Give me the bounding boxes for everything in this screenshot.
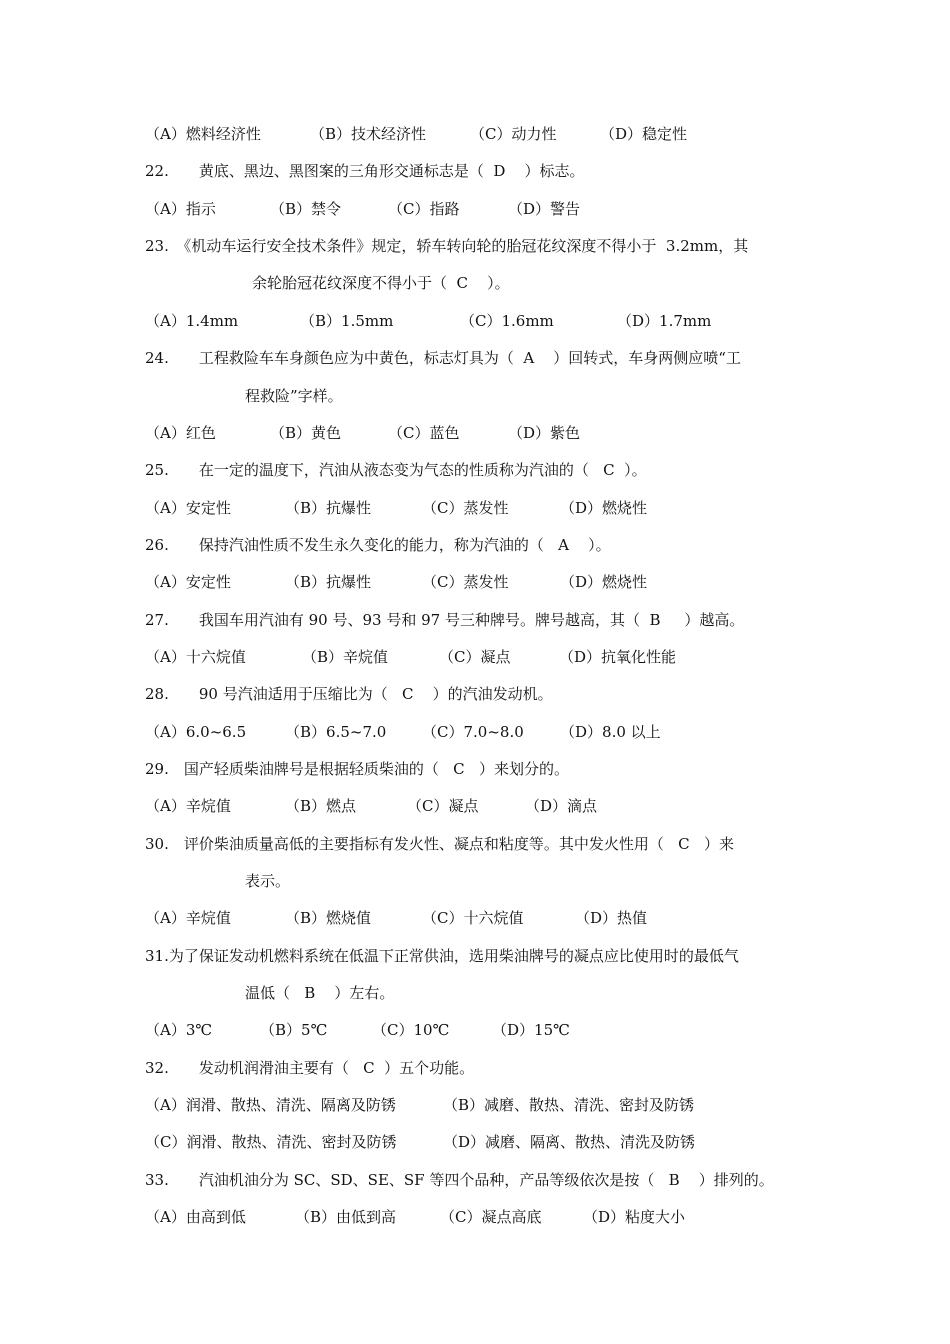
option-b: （B）燃点 bbox=[285, 797, 357, 815]
option-a: （A）由高到低 bbox=[145, 1208, 246, 1226]
question-30: 30. 评价柴油质量高低的主要指标有发火性、凝点和粘度等。其中发火性用（ C ）来 bbox=[145, 835, 734, 853]
question-29: 29. 国产轻质柴油牌号是根据轻质柴油的（ C ）来划分的。 bbox=[145, 760, 569, 778]
option-a: （A）安定性 bbox=[145, 499, 231, 517]
option-b: （B）燃烧值 bbox=[285, 909, 372, 927]
option-c: （C）动力性 bbox=[470, 125, 557, 143]
options-row bbox=[145, 647, 676, 667]
question-32: 32. 发动机润滑油主要有（ C ）五个功能。 bbox=[145, 1059, 475, 1077]
option-b: （B）由低到高 bbox=[295, 1208, 397, 1226]
option-d: （D）抗氧化性能 bbox=[559, 648, 677, 666]
question-27: 27. 我国车用汽油有 90 号、93 号和 97 号三种牌号。牌号越高，其（ B ）越高。 bbox=[145, 611, 745, 629]
option-a: （A）红色 bbox=[145, 424, 216, 442]
option-c: （C）润滑、散热、清洗、密封及防锈 bbox=[145, 1133, 397, 1151]
option-a: （A）1.4mm bbox=[145, 312, 239, 330]
options-row bbox=[145, 1207, 685, 1227]
option-b: （B）减磨、散热、清洗、密封及防锈 bbox=[443, 1096, 695, 1114]
question-23-continued: 余轮胎冠花纹深度不得小于（ C ）。 bbox=[252, 274, 510, 292]
options-row bbox=[145, 423, 580, 443]
option-b: （B）抗爆性 bbox=[285, 573, 372, 591]
option-d: （D）燃烧性 bbox=[560, 499, 648, 517]
option-c: （C）蒸发性 bbox=[422, 499, 509, 517]
option-c: （C）凝点 bbox=[407, 797, 479, 815]
option-a: （A）指示 bbox=[145, 200, 216, 218]
option-d: （D）1.7mm bbox=[617, 312, 712, 330]
options-row bbox=[145, 572, 647, 592]
option-a: （A）十六烷值 bbox=[145, 648, 246, 666]
options-row bbox=[145, 796, 597, 816]
option-a: （A）辛烷值 bbox=[145, 909, 231, 927]
option-c: （C）蒸发性 bbox=[422, 573, 509, 591]
question-33: 33. 汽油机油分为 SC、SD、SE、SF 等四个品种，产品等级依次是按（ B ）排列的。 bbox=[145, 1171, 774, 1189]
question-22: 22. 黄底、黑边、黑图案的三角形交通标志是（ D ）标志。 bbox=[145, 162, 585, 180]
option-b: （B）辛烷值 bbox=[302, 648, 389, 666]
option-b: （B）1.5mm bbox=[300, 312, 394, 330]
options-row bbox=[145, 199, 580, 219]
option-d: （D）稳定性 bbox=[600, 125, 688, 143]
options-row bbox=[145, 498, 647, 518]
question-30-continued: 表示。 bbox=[245, 872, 291, 890]
question-23: 23. 《机动车运行安全技术条件》规定，轿车转向轮的胎冠花纹深度不得小于 3.2mm，其 bbox=[145, 237, 749, 255]
option-d: （D）热值 bbox=[575, 909, 648, 927]
question-31: 31.为了保证发动机燃料系统在低温下正常供油，选用柴油牌号的凝点应比使用时的最低气 bbox=[145, 947, 739, 965]
option-d: （D）燃烧性 bbox=[560, 573, 648, 591]
option-c: （C）1.6mm bbox=[460, 312, 554, 330]
option-c: （C）凝点 bbox=[439, 648, 511, 666]
option-b: （B）5℃ bbox=[260, 1021, 328, 1039]
option-d: （D）紫色 bbox=[508, 424, 581, 442]
option-a: （A）6.0~6.5 bbox=[145, 723, 247, 741]
option-a: （A）润滑、散热、清洗、隔离及防锈 bbox=[145, 1096, 396, 1114]
options-row bbox=[145, 722, 661, 742]
option-b: （B）抗爆性 bbox=[285, 499, 372, 517]
option-d: （D）滴点 bbox=[525, 797, 598, 815]
question-31-continued: 温低（ B ）左右。 bbox=[245, 984, 395, 1002]
options-row bbox=[145, 1095, 694, 1115]
question-24: 24. 工程救险车车身颜色应为中黄色，标志灯具为（ A ）回转式，车身两侧应喷“工 bbox=[145, 349, 741, 367]
option-c: （C）十六烷值 bbox=[422, 909, 524, 927]
options-row bbox=[145, 124, 687, 144]
option-a: （A）安定性 bbox=[145, 573, 231, 591]
option-a: （A）3℃ bbox=[145, 1021, 213, 1039]
question-28: 28. 90 号汽油适用于压缩比为（ C ）的汽油发动机。 bbox=[145, 685, 553, 703]
option-d: （D）粘度大小 bbox=[583, 1208, 686, 1226]
option-b: （B）6.5~7.0 bbox=[285, 723, 387, 741]
options-row bbox=[145, 311, 711, 331]
option-b: （B）禁令 bbox=[270, 200, 342, 218]
option-b: （B）黄色 bbox=[270, 424, 342, 442]
question-25: 25. 在一定的温度下，汽油从液态变为气态的性质称为汽油的（ C ）。 bbox=[145, 461, 647, 479]
option-d: （D）警告 bbox=[508, 200, 581, 218]
option-d: （D）15℃ bbox=[492, 1021, 570, 1039]
option-c: （C）10℃ bbox=[372, 1021, 450, 1039]
option-a: （A）燃料经济性 bbox=[145, 125, 261, 143]
option-c: （C）7.0~8.0 bbox=[422, 723, 524, 741]
option-d: （D）8.0 以上 bbox=[560, 723, 661, 741]
option-a: （A）辛烷值 bbox=[145, 797, 231, 815]
question-24-continued: 程救险”字样。 bbox=[245, 387, 343, 405]
options-row bbox=[145, 1020, 570, 1040]
option-d: （D）减磨、隔离、散热、清洗及防锈 bbox=[443, 1133, 696, 1151]
option-c: （C）凝点高底 bbox=[440, 1208, 542, 1226]
option-c: （C）蓝色 bbox=[388, 424, 460, 442]
question-26: 26. 保持汽油性质不发生永久变化的能力，称为汽油的（ A ）。 bbox=[145, 536, 611, 554]
options-row bbox=[145, 908, 647, 928]
option-b: （B）技术经济性 bbox=[310, 125, 427, 143]
option-c: （C）指路 bbox=[388, 200, 460, 218]
options-row bbox=[145, 1132, 695, 1152]
